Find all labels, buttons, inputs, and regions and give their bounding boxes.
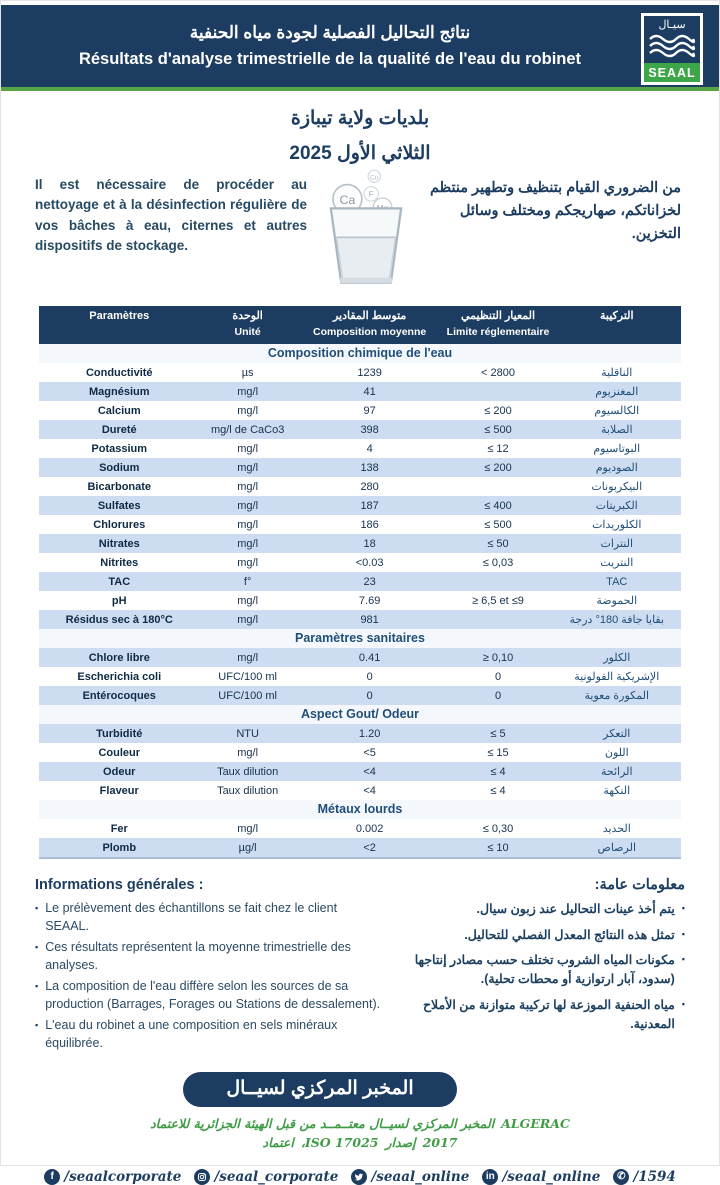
accreditation-text [1, 1115, 719, 1153]
info-bullet [35, 978, 381, 1013]
unit-cell: f° [243, 575, 252, 588]
value-cell: 7.69 [358, 594, 381, 607]
arabic-cell: اللون [604, 747, 629, 760]
header-cell-top: المعيار التنظيمي [461, 310, 536, 322]
limit-cell: ≤ 200 [484, 461, 512, 474]
header-banner [1, 5, 719, 91]
limit-cell: ≤ 10 [487, 841, 509, 854]
header-cell-3 [443, 309, 552, 340]
notice-arabic: من الضروري القيام بتنظيف وتطهير منتظم لخزاناتكم، صهاريجكم ومختلف وسائل التخزين. [430, 180, 681, 243]
footer-social-item[interactable] [194, 1169, 338, 1185]
header-cell-bottom: Limite réglementaire [446, 325, 550, 338]
unit-cell: mg/l [237, 404, 259, 417]
accreditation-line2-part: 2017 [422, 1134, 458, 1150]
arabic-cell: الناقلية [601, 367, 633, 380]
header-cell-bottom: Composition moyenne [313, 325, 427, 338]
accreditation-line1-arabic: المخبر المركزي لسيــال معتــمــد من قبل الهيئة الجزائرية للاعتماد [150, 1116, 495, 1132]
unit-cell: µs [241, 366, 254, 379]
info-arabic-list [381, 900, 685, 1034]
table-section-title: Aspect Gout/ Odeur [39, 705, 681, 724]
header-cell-2 [296, 309, 444, 340]
value-cell: 18 [363, 537, 376, 550]
header-title-french: Résultats d'analyse trimestrielle de la qualité de l'eau du robinet [78, 50, 582, 68]
table-row [39, 591, 681, 610]
table-row [39, 667, 681, 686]
period-title: الثلاثي الأول 2025 [289, 143, 431, 164]
info-bullet [381, 951, 685, 990]
param-cell: Entérocoques [82, 689, 156, 702]
unit-cell: mg/l [237, 461, 259, 474]
unit-cell: UFC/100 ml [218, 689, 277, 702]
table-row [39, 838, 681, 857]
footer-social-item[interactable] [613, 1169, 676, 1185]
limit-cell: ≥ 6,5 et ≤9 [472, 594, 524, 607]
param-cell: Nitrates [98, 537, 140, 550]
limit-cell: ≤ 4 [490, 784, 506, 797]
bullet-text: Le prélèvement des échantillons se fait chez le client SEAAL. [45, 901, 338, 933]
accreditation-line2 [1, 1134, 719, 1153]
results-table [39, 306, 681, 859]
limit-cell: ≤ 5 [490, 727, 506, 740]
seaal-logo-latin: SEAAL [648, 66, 696, 80]
region-title: بلديات ولاية تيبازة [290, 108, 430, 129]
unit-cell: UFC/100 ml [218, 670, 277, 683]
notice-french: Il est nécessaire de procéder au nettoyage et à la désinfection régulière de vos bâches à eau, citernes et autres dispositifs de stockage. [35, 177, 307, 253]
param-cell: Magnésium [88, 385, 150, 398]
limit-cell: ≤ 500 [484, 423, 512, 436]
footer-social-item[interactable] [482, 1169, 600, 1185]
param-cell: pH [111, 594, 127, 607]
bullet-icon: ▪ [681, 928, 685, 939]
limit-cell: ≤ 15 [487, 746, 509, 759]
notice-row [1, 165, 719, 294]
table-row [39, 515, 681, 534]
limit-cell: ≤ 50 [487, 537, 509, 550]
param-cell: Escherichia coli [77, 670, 162, 683]
value-cell: <4 [363, 784, 376, 797]
table-row [39, 439, 681, 458]
value-cell: 186 [360, 518, 379, 531]
instagram-icon [194, 1169, 210, 1185]
table-row [39, 572, 681, 591]
table-row [39, 420, 681, 439]
accreditation-line1 [1, 1115, 719, 1134]
table-row [39, 648, 681, 667]
social-handle: /1594 [633, 1168, 676, 1185]
limit-cell: ≤ 0,30 [482, 822, 514, 835]
arabic-cell: الحموضة [596, 595, 638, 608]
unit-cell: mg/l [237, 613, 259, 626]
bullet-text: مكونات المياه الشروب تختلف حسب مصادر إنتاجها (سدود، آبار ارتوازية أو محطات تحلية). [414, 952, 675, 987]
unit-cell: mg/l [237, 518, 259, 531]
value-cell: 41 [363, 385, 376, 398]
arabic-cell: الرصاص [597, 842, 636, 855]
bullet-text: L'eau du robinet a une composition en sels minéraux équilibrée. [45, 1018, 338, 1050]
bullet-text: يتم أخذ عينات التحاليل عند زبون سيال. [476, 902, 675, 917]
arabic-cell: الكبريتات [595, 500, 638, 513]
social-handle: /seaalcorporate [64, 1168, 182, 1185]
arabic-cell: المغنزيوم [595, 386, 639, 399]
table-section-title: Métaux lourds [39, 800, 681, 819]
bullet-icon: ▪ [35, 981, 39, 992]
bullet-icon: ▪ [681, 903, 685, 914]
param-cell: Odeur [103, 765, 136, 778]
table-row [39, 762, 681, 781]
limit-cell: ≤ 200 [484, 404, 512, 417]
info-arabic-title: معلومات عامة: [594, 877, 685, 894]
table-row [39, 534, 681, 553]
table-row [39, 743, 681, 762]
table-section-title: Paramètres sanitaires [39, 629, 681, 648]
unit-cell: mg/l [237, 822, 259, 835]
table-row [39, 724, 681, 743]
table-row [39, 781, 681, 800]
param-cell: Dureté [101, 423, 137, 436]
facebook-icon: f [44, 1169, 60, 1185]
value-cell: <4 [363, 765, 376, 778]
value-cell: <0.03 [355, 556, 384, 569]
info-bullet [381, 996, 685, 1035]
param-cell: Sodium [99, 461, 140, 474]
value-cell: 23 [363, 575, 376, 588]
arabic-cell: الكالسيوم [594, 405, 640, 418]
limit-cell: ≤ 400 [484, 499, 512, 512]
arabic-cell: الكلور [603, 652, 631, 665]
value-cell: <2 [363, 841, 376, 854]
param-cell: Nitrites [100, 556, 139, 569]
bullet-icon: ▪ [35, 1020, 39, 1031]
unit-cell: mg/l [237, 746, 259, 759]
seaal-logo-arabic: سيـال [658, 19, 686, 31]
value-cell: 1.20 [358, 727, 381, 740]
param-cell: Potassium [91, 442, 148, 455]
linkedin-icon: in [482, 1169, 498, 1185]
param-cell: Chlorures [93, 518, 146, 531]
unit-cell: mg/l [237, 651, 259, 664]
limit-cell: ≤ 4 [490, 765, 506, 778]
unit-cell: mg/l [237, 537, 259, 550]
value-cell: 0.002 [355, 822, 384, 835]
unit-cell: mg/l [237, 442, 259, 455]
bullet-icon: ▪ [681, 998, 685, 1009]
limit-cell: 0 [494, 670, 502, 683]
svg-text:Ca: Ca [339, 193, 356, 208]
unit-cell: µg/l [238, 841, 257, 854]
water-glass-icon [312, 167, 420, 289]
arabic-cell: الصوديوم [595, 462, 638, 475]
table-row [39, 382, 681, 401]
footer-social-item[interactable] [44, 1169, 181, 1185]
arabic-cell: الصلابة [601, 424, 633, 437]
arabic-cell: التعكر [603, 728, 631, 741]
value-cell: 0 [366, 689, 373, 702]
param-cell: Couleur [98, 746, 141, 759]
accreditation-line2-part: اعتماد [262, 1134, 294, 1150]
value-cell: 0 [366, 670, 373, 683]
header-title-arabic: نتائج التحاليل الفصلية لجودة مياه الحنفية [189, 23, 471, 42]
param-cell: Turbidité [96, 727, 143, 740]
info-bullet [381, 900, 685, 919]
param-cell: Calcium [97, 404, 141, 417]
table-row [39, 401, 681, 420]
table-section-title: Composition chimique de l'eau [39, 344, 681, 363]
param-cell: Conductivité [85, 366, 153, 379]
info-arabic [381, 877, 685, 1056]
value-cell: 97 [363, 404, 376, 417]
unit-cell: mg/l [237, 385, 259, 398]
seaal-logo-icon [641, 13, 703, 85]
water-glass-illustration [307, 167, 425, 294]
table-row [39, 819, 681, 838]
header-cell-top: الوحدة [232, 310, 263, 322]
accreditation-line2-part: ISO 17025، [300, 1134, 379, 1150]
header-cell-4 [553, 309, 681, 339]
table-row [39, 363, 681, 382]
param-cell: Flaveur [99, 784, 139, 797]
param-cell: Chlore libre [88, 651, 150, 664]
value-cell: 4 [366, 442, 373, 455]
param-cell: Sulfates [97, 499, 141, 512]
bullet-text: La composition de l'eau diffère selon les sources de sa production (Barrages, Forages ou Stations de dessalement). [45, 979, 381, 1011]
arabic-cell: البوتاسيوم [593, 443, 641, 456]
info-french-title: Informations générales : [35, 877, 204, 894]
arabic-cell: المكورة معوية [584, 690, 650, 703]
value-cell: 280 [360, 480, 379, 493]
table-row [39, 553, 681, 572]
unit-cell: mg/l [237, 594, 259, 607]
header-cell-top: متوسط المقادير [332, 310, 407, 322]
header-cell-bottom: Unité [234, 325, 261, 338]
table-row [39, 458, 681, 477]
limit-cell: 0 [494, 689, 502, 702]
bullet-icon: ▪ [35, 942, 39, 953]
limit-cell: ≤ 0,03 [482, 556, 514, 569]
header-cell-0 [39, 309, 200, 339]
info-french-list [35, 900, 381, 1052]
arabic-cell: بقايا جافة 180° درجة [569, 614, 665, 627]
arabic-cell: الحديد [602, 823, 631, 836]
unit-cell: NTU [236, 727, 259, 740]
arabic-cell: TAC [606, 575, 628, 588]
bullet-text: تمثل هذه النتائج المعدل الفصلي للتحاليل. [464, 927, 675, 942]
unit-cell: mg/l [237, 556, 259, 569]
info-bullet [35, 939, 381, 974]
accreditation-line2-part: إصدار [385, 1134, 416, 1150]
central-laboratory-stamp: المخبر المركزي لسيــال [183, 1072, 457, 1107]
table-row [39, 477, 681, 496]
table-row [39, 496, 681, 515]
limit-cell: ≤ 500 [484, 518, 512, 531]
arabic-cell: الرائحة [600, 766, 633, 779]
header-cell-bottom [39, 325, 200, 339]
twitter-icon [351, 1169, 367, 1185]
social-handle: /seaal_online [371, 1168, 470, 1185]
info-bullet [35, 900, 381, 935]
value-cell: <5 [363, 746, 376, 759]
unit-cell: mg/l [237, 499, 259, 512]
phone-icon: ✆ [613, 1169, 629, 1185]
limit-cell: < 2800 [481, 366, 515, 379]
header-cell-1 [200, 309, 296, 340]
arabic-cell: النكهة [603, 785, 631, 798]
info-bullet [35, 1017, 381, 1052]
unit-cell: Taux dilution [217, 784, 279, 797]
arabic-cell: النتريت [600, 557, 634, 570]
value-cell: 187 [360, 499, 379, 512]
param-cell: Fer [110, 822, 128, 835]
social-handle: /seaal_online [502, 1168, 601, 1185]
value-cell: 398 [360, 423, 379, 436]
unit-cell: Taux dilution [217, 765, 279, 778]
param-cell: Bicarbonate [87, 480, 152, 493]
arabic-cell: الإشريكية القولونية [574, 671, 660, 684]
header-cell-top: Paramètres [89, 310, 150, 322]
general-information-row [1, 859, 719, 1056]
arabic-cell: الكلوريدات [592, 519, 642, 532]
arabic-cell: البيكربونات [591, 481, 643, 494]
info-french [35, 877, 381, 1056]
value-cell: 0.41 [358, 651, 381, 664]
param-cell: Plomb [102, 841, 137, 854]
table-row [39, 686, 681, 705]
info-bullet [381, 926, 685, 945]
arabic-cell: النترات [600, 538, 634, 551]
bullet-text: Ces résultats représentent la moyenne trimestrielle des analyses. [45, 940, 351, 972]
header-titles [1, 23, 719, 69]
footer-social-bar [1, 1169, 719, 1185]
svg-text:F: F [368, 189, 374, 199]
results-table-body [39, 344, 681, 857]
unit-cell: mg/l [237, 480, 259, 493]
seaal-logo [641, 13, 703, 90]
bullet-icon: ▪ [35, 903, 39, 914]
accreditation-line1-latin: ALGERAC [501, 1116, 570, 1132]
footer-social-item[interactable] [351, 1169, 469, 1185]
value-cell: 138 [360, 461, 379, 474]
table-header-row [39, 306, 681, 344]
header-cell-top: التركيبة [599, 310, 634, 322]
social-handle: /seaal_corporate [214, 1168, 339, 1185]
table-row [39, 610, 681, 629]
limit-cell: ≥ 0,10 [482, 651, 514, 664]
bullet-text: مياه الحنفية الموزعة لها تركيبة متوازنة من الأملاح المعدنية. [422, 997, 675, 1032]
limit-cell: ≤ 12 [487, 442, 509, 455]
bullet-icon: ▪ [681, 953, 685, 964]
param-cell: TAC [108, 575, 131, 588]
param-cell: Résidus sec à 180°C [65, 613, 173, 626]
svg-text:Cu: Cu [369, 174, 379, 182]
value-cell: 1239 [357, 366, 382, 379]
unit-cell: mg/l de CaCo3 [210, 423, 285, 436]
value-cell: 981 [360, 613, 379, 626]
header-cell-bottom [553, 325, 681, 339]
